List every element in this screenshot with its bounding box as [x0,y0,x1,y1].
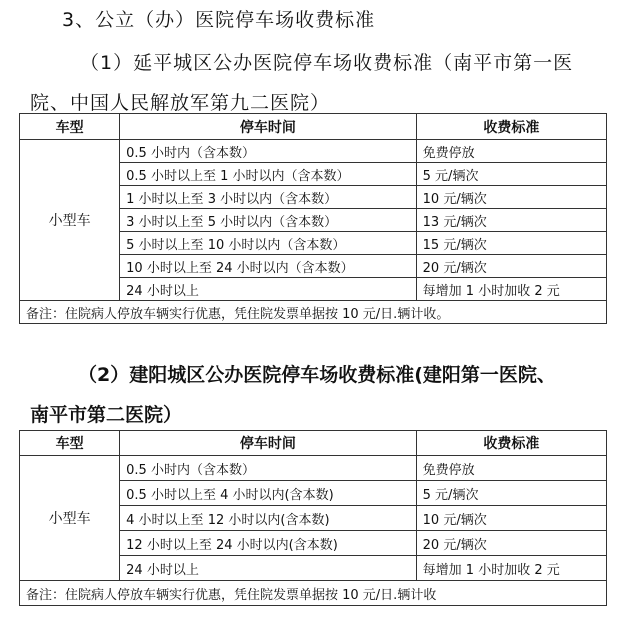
section2-title-line2: 南平市第二医院） [30,404,183,426]
table-note-row [20,581,607,606]
time-cell: 0.5 小时内（含本数） [120,140,417,163]
time-cell: 12 小时以上至 24 小时以内(含本数) [120,531,417,556]
fee-cell: 10 元/辆次 [416,186,606,209]
fee-cell: 免费停放 [416,140,606,163]
time-cell: 3 小时以上至 5 小时以内（含本数） [120,209,417,232]
header-vehicle-type: 车型 [20,114,120,140]
section2-title-line1: （2）建阳城区公办医院停车场收费标准(建阳第一医院、 [78,364,556,386]
note-cell: 备注：住院病人停放车辆实行优惠，凭住院发票单据按 10 元/日.辆计收 [20,581,607,606]
time-cell: 24 小时以上 [120,278,417,301]
heading-main: 3、公立（办）医院停车场收费标准 [62,9,376,31]
table-note-row [20,301,607,324]
time-cell: 0.5 小时内（含本数） [120,456,417,481]
fee-cell: 20 元/辆次 [416,255,606,278]
header-vehicle-type: 车型 [20,431,120,456]
section1-title-line2: 院、中国人民解放军第九二医院） [30,92,331,114]
header-fee: 收费标准 [416,114,606,140]
fee-table-yanping [19,113,607,324]
table-row [20,456,607,481]
time-cell: 5 小时以上至 10 小时以内（含本数） [120,232,417,255]
fee-cell: 15 元/辆次 [416,232,606,255]
section1-title-line1: （1）延平城区公办医院停车场收费标准（南平市第一医 [80,52,574,74]
vehicle-type-cell: 小型车 [20,456,120,581]
time-cell: 0.5 小时以上至 1 小时以内（含本数） [120,163,417,186]
vehicle-type-cell: 小型车 [20,140,120,301]
note-cell: 备注：住院病人停放车辆实行优惠，凭住院发票单据按 10 元/日.辆计收。 [20,301,607,324]
fee-cell: 5 元/辆次 [416,481,606,506]
time-cell: 0.5 小时以上至 4 小时以内(含本数) [120,481,417,506]
fee-cell: 10 元/辆次 [416,506,606,531]
fee-cell: 13 元/辆次 [416,209,606,232]
table-row [20,140,607,163]
header-parking-time: 停车时间 [120,431,417,456]
fee-cell: 每增加 1 小时加收 2 元 [416,278,606,301]
fee-cell: 20 元/辆次 [416,531,606,556]
fee-cell: 每增加 1 小时加收 2 元 [416,556,606,581]
time-cell: 4 小时以上至 12 小时以内(含本数) [120,506,417,531]
time-cell: 10 小时以上至 24 小时以内（含本数） [120,255,417,278]
header-fee: 收费标准 [416,431,606,456]
fee-cell: 免费停放 [416,456,606,481]
table-header-row [20,431,607,456]
fee-table-jianyang [19,430,607,606]
time-cell: 1 小时以上至 3 小时以内（含本数） [120,186,417,209]
fee-cell: 5 元/辆次 [416,163,606,186]
header-parking-time: 停车时间 [120,114,417,140]
table-header-row [20,114,607,140]
time-cell: 24 小时以上 [120,556,417,581]
